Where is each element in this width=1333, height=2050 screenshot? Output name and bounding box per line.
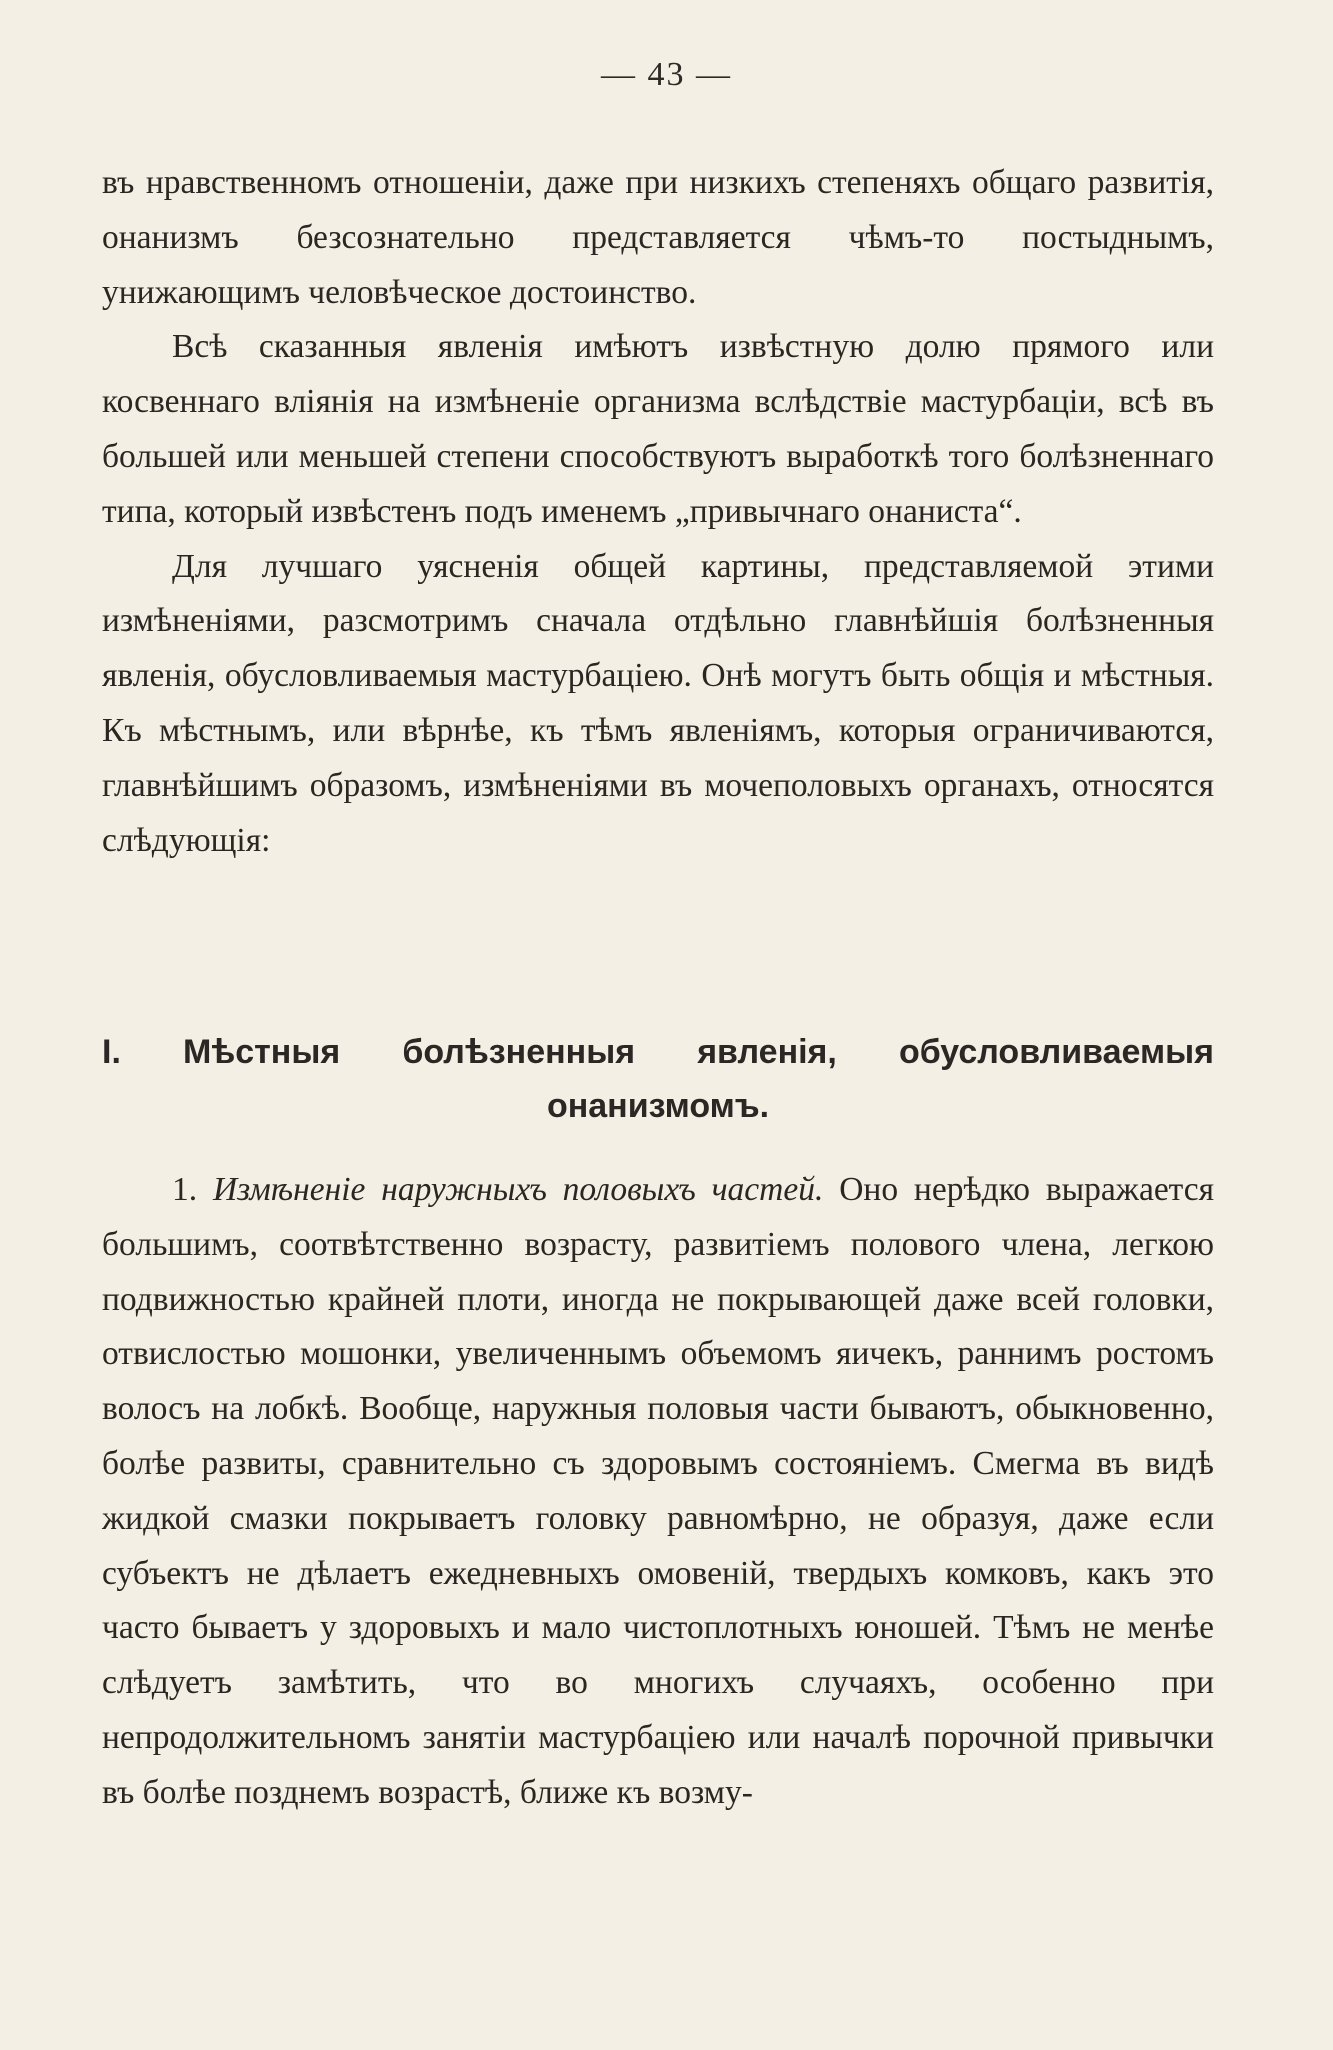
paragraph-continuation: въ нравственномъ отношеніи, даже при низкихъ степеняхъ общаго развитія, онанизмъ безсознательно представляется чѣмъ-то постыднымъ, унижающимъ человѣческое достоинство. [102,164,1214,311]
item-number: 1. [172,1171,198,1208]
paragraph: Для лучшаго уясненія общей картины, представляемой этими измѣненіями, разсмотримъ сначала отдѣльно главнѣйшія болѣзненныя явленія, обусловливаемыя мастурбаціею. Онѣ могутъ быть общія и мѣстныя. Къ мѣстнымъ, или вѣрнѣе, къ тѣмъ явленіямъ, которыя ограничиваются, главнѣйшимъ образомъ, измѣненіями въ мочеполовыхъ органахъ, относятся слѣдующія: [102,547,1214,859]
section-heading-line-1: I. Мѣстныя болѣзненныя явленія, обусловливаемыя [102,1033,1214,1071]
section-heading-line-2: онанизмомъ. [546,1087,770,1125]
item-italic-title: Измѣненіе наружныхъ половыхъ частей. [212,1171,824,1208]
item-text: Оно нерѣдко выражается большимъ, соотвѣтственно возрасту, развитіемъ полового члена, легкою подвижностью крайней плоти, иногда не покрывающей даже всей головки, отвислостью мошонки, увеличеннымъ объемомъ яичекъ, раннимъ ростомъ волосъ на лобкѣ. Вообще, наружныя половыя части бываютъ, обыкновенно, болѣе развиты, сравнительно съ здоровымъ состояніемъ. Смегма въ видѣ жидкой смазки покрываетъ головку равномѣрно, не образуя, даже если субъектъ не дѣлаетъ ежедневныхъ омовеній, твердыхъ комковъ, какъ это часто бываетъ у здоровыхъ и мало чистоплотныхъ юношей. Тѣмъ не менѣе слѣдуетъ замѣтить, что во многихъ случаяхъ, особенно при непродолжительномъ занятіи мастурбаціею или началѣ порочной привычки въ болѣе позднемъ возрастѣ, ближе къ возму- [102,1171,1215,1811]
page-number: — 43 — [601,56,732,93]
body-text-bottom [102,1163,1214,1821]
body-text-top [102,156,1214,868]
paragraph: Всѣ сказанныя явленія имѣютъ извѣстную долю прямого или косвеннаго вліянія на измѣненіе организма вслѣдствіе мастурбаціи, всѣ въ большей или меньшей степени способствуютъ выработкѣ того болѣзненнаго типа, который извѣстенъ подъ именемъ „привычнаго онаниста“. [102,328,1214,530]
numbered-paragraph [102,1163,1214,1821]
section-heading [102,1025,1214,1133]
